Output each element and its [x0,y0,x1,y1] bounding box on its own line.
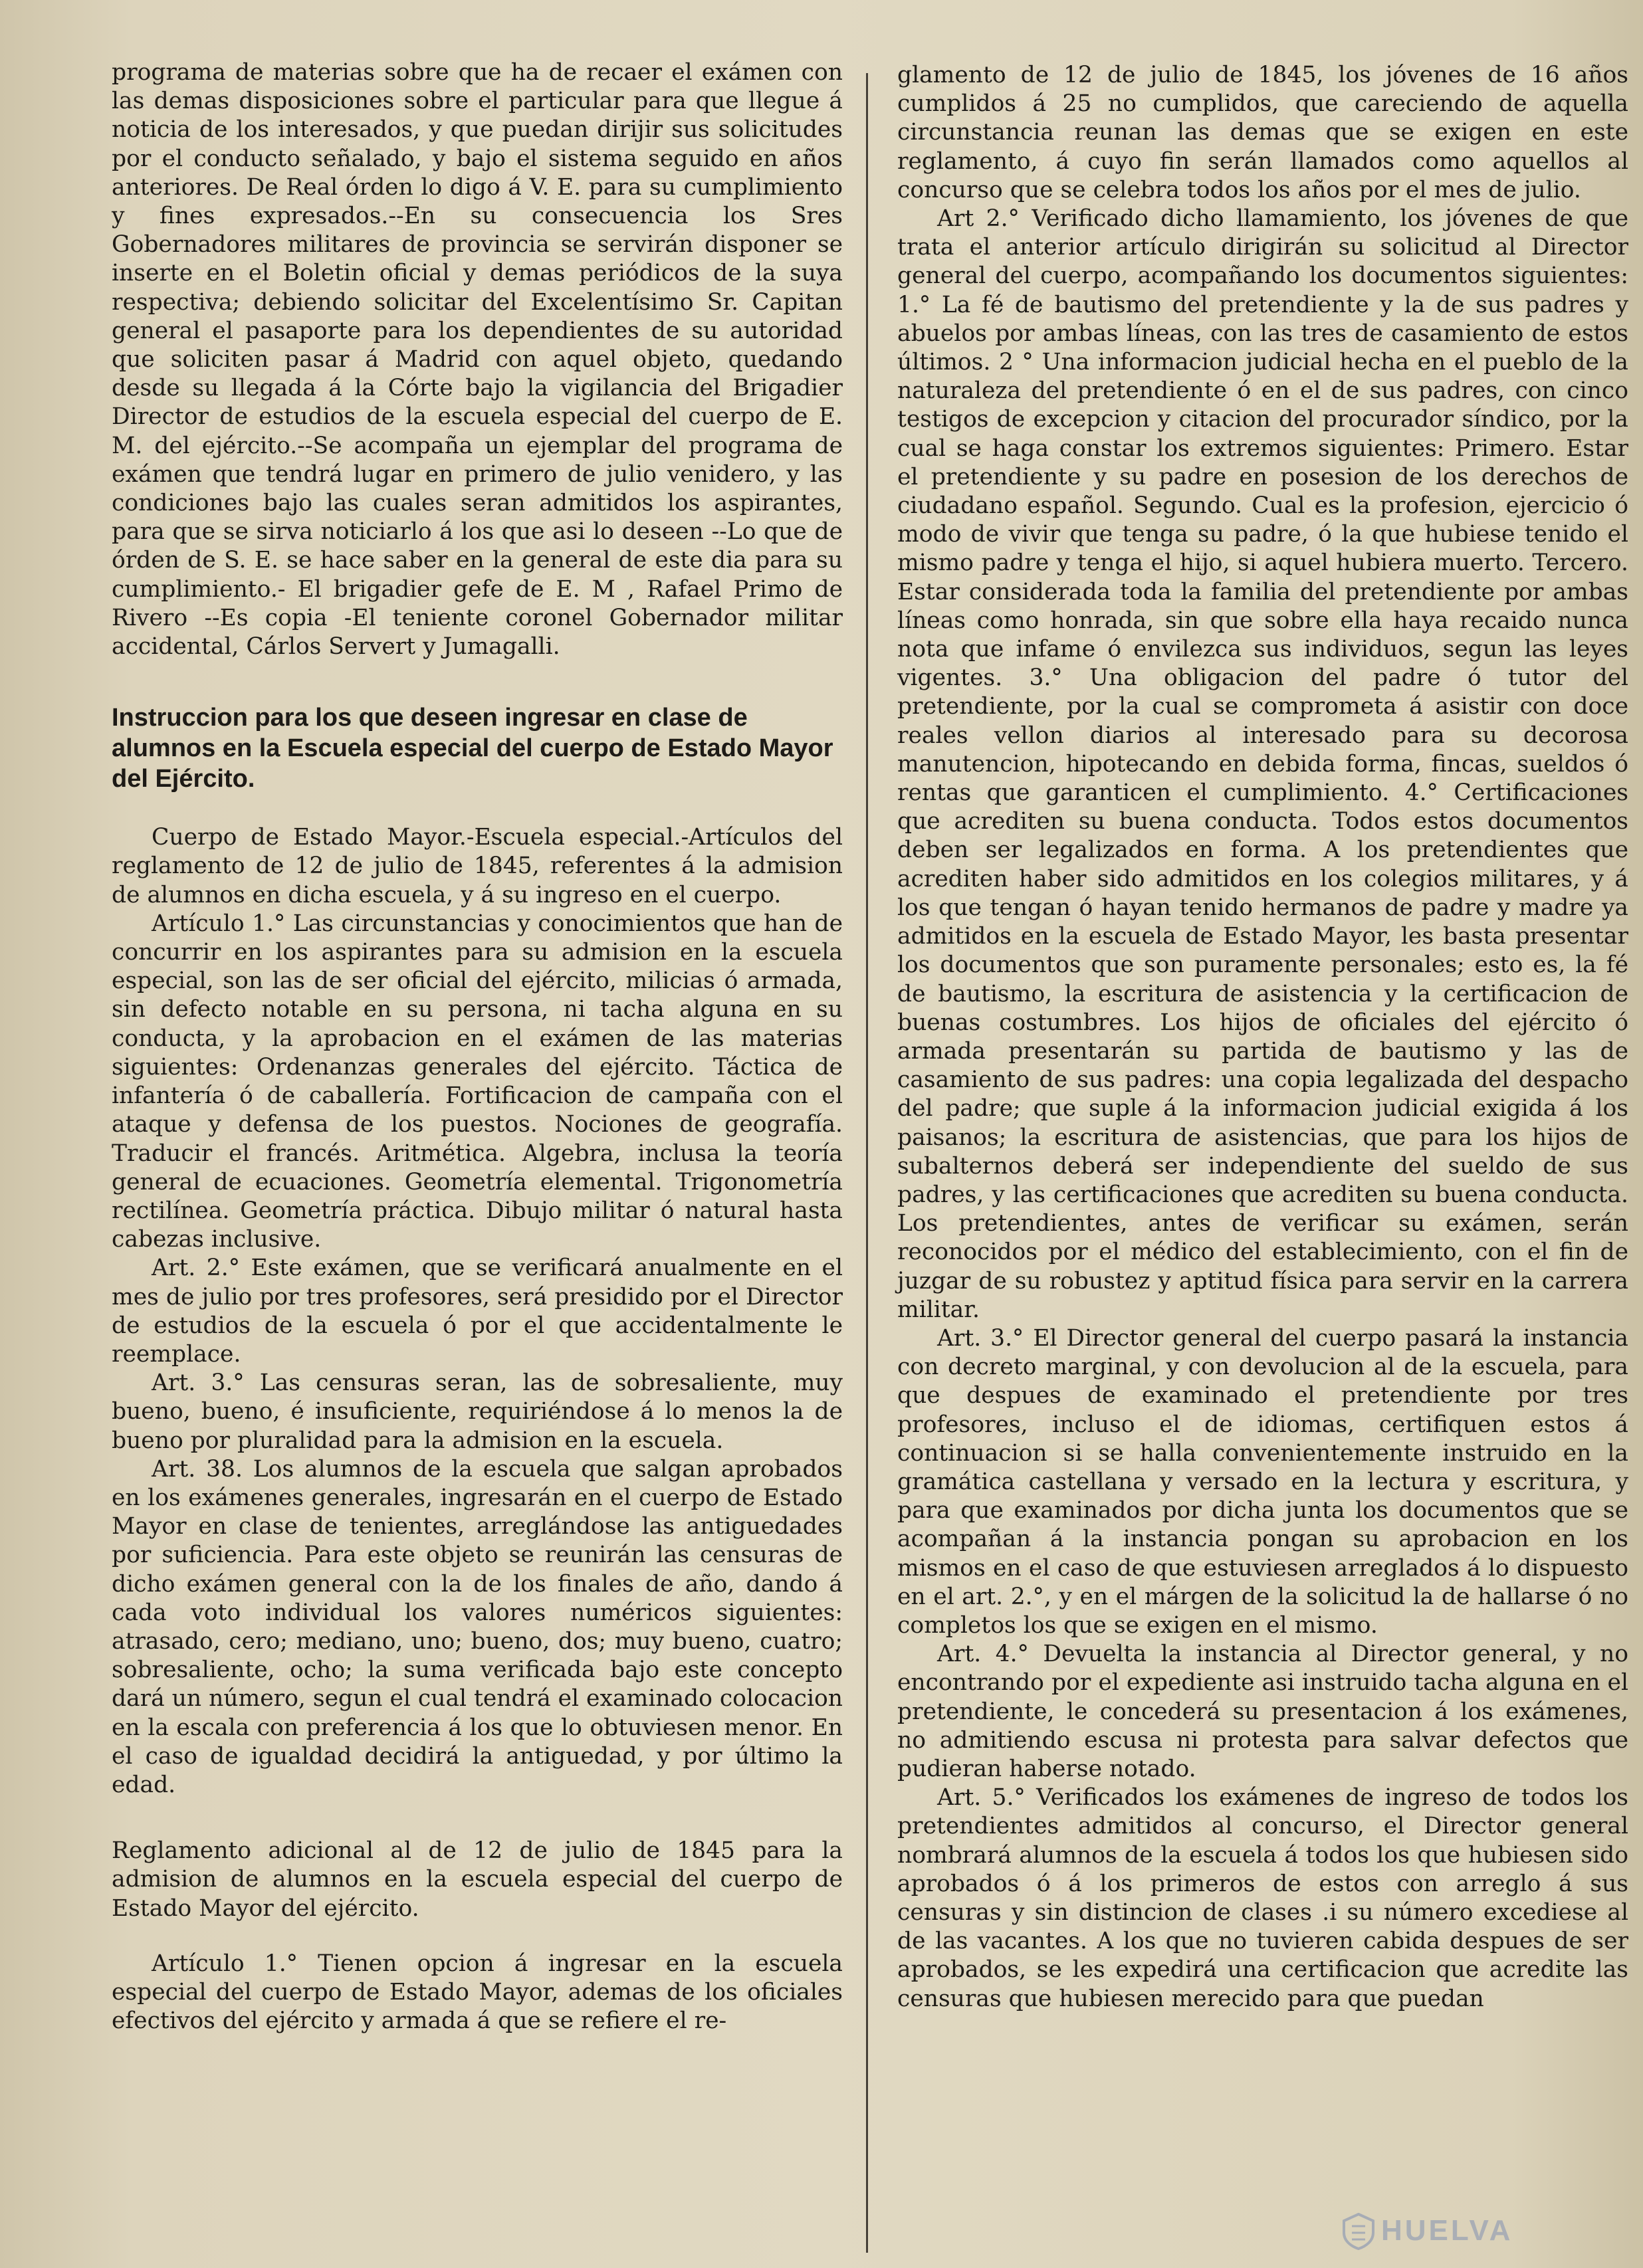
paragraph-art-2: Art. 2.° Este exámen, que se verificará anualmente en el mes de julio por tres profesores, será presidido por el Director de estudios de la escuela ó por el que accidentalmente le reemplace. [112,1255,843,1368]
paragraph-adicional-art-2: Art 2.° Verificado dicho llamamiento, los jóvenes de que trata el anterior artículo dirigirán su solicitud al Director general del cuerpo, acompañando los documentos siguientes: 1.° La fé de bautismo del pretendiente y la de sus padres y abuelos por ambas líneas, con las tres de casamiento de estos últimos. 2 ° Una informacion judicial hecha en el pueblo de la naturaleza del pretendiente ó en el de sus padres, con cinco testigos de excepcion y citacion del procurador síndico, por la cual se haga constar los extremos siguientes: Primero. Estar el pretendiente y su padre en posesion de los derechos de ciudadano español. Segundo. Cual es la profesion, ejercicio ó modo de vivir que tenga su padre, ó la que hubiese tenido el mismo padre y tenga el hijo, si aquel hubiera muerto. Tercero. Estar considerada toda la familia del pretendiente por ambas líneas como honrada, sin que sobre ella haya recaido nunca nota que infame ó envilezca sus individuos, segun las leyes vigentes. 3.° Una obligacion del padre ó tutor del pretendiente, por la cual se comprometa á asistir con doce reales vellon diarios al interesado para su decorosa manutencion, hipotecando en debida forma, fincas, sueldos ó rentas que garanticen el cumplimiento. 4.° Certificaciones que acrediten su buena conducta. Todos estos documentos deben ser legalizados en forma. A los pretendientes que acrediten haber sido admitidos en los colegios militares, y á los que tengan ó hayan tenido hermanos de padre y madre ya admitidos en la escuela de Estado Mayor, les basta presentar los documentos que son puramente personales; esto es, la fé de bautismo, la escritura de asistencia y la certificacion de buenas costumbres. Los hijos de oficiales del ejército ó armada presentarán su partida de bautismo y las de casamiento de sus padres: una copia legalizada del despacho del padre; que suple á la informacion judicial exigida á los paisanos; la escritura de asistencias, que para los hijos de subalternos deberá ser independiente del sueldo de sus padres, y las certificaciones que acrediten su buena conducta. Los pretendientes, antes de verificar su exámen, serán reconocidos por el médico del establecimiento, con el fin de juzgar de su robustez y aptitud física para servir en la carrera militar. [897,205,1628,1323]
intro-paragraph: programa de materias sobre que ha de recaer el exámen con las demas disposiciones sobre el particular para que llegue á noticia de los interesados, y que puedan dirijir sus solicitudes por el conducto señalado, y bajo el sistema seguido en años anteriores. De Real órden lo digo á V. E. para su cumplimiento y fines expresados.--En su consecuencia los Sres Gobernadores militares de provincia se servirán disponer se inserte en el Boletin oficial y demas periódicos de la suya respectiva; debiendo solicitar del Excelentísimo Sr. Capitan general el pasaporte para los dependientes de su autoridad que soliciten pasar á Madrid con aquel objeto, quedando desde su llegada á la Córte bajo la vigilancia del Brigadier Director de estudios de la escuela especial del cuerpo de E. M. del ejército.--Se acompaña un ejemplar del programa de exámen que tendrá lugar en primero de julio venidero, y las condiciones bajo las cuales seran admitidos los aspirantes, para que se sirva noticiarlo á los que asi lo deseen --Lo que de órden de S. E. se hace saber en la general de este dia para su cumplimiento.- El brigadier gefe de E. M , Rafael Primo de Rivero --Es copia -El teniente coronel Gobernador militar accidental, Cárlos Servert y Jumagalli. [112,59,843,661]
paragraph-continuation: glamento de 12 de julio de 1845, los jóvenes de 16 años cumplidos á 25 no cumplidos, que careciendo de aquella circunstancia reunan las demas que se exigen en este reglamento, á cuyo fin serán llamados como aquellos al concurso que se celebra todos los años por el mes de julio. [897,62,1628,203]
watermark-text: HUELVA [1381,2214,1513,2247]
paragraph-reglamento-intro: Cuerpo de Estado Mayor.-Escuela especial.-Artículos del reglamento de 12 de julio de 1845, referentes á la admision de alumnos en dicha escuela, y á su ingreso en el cuerpo. [112,824,843,908]
paragraph-art-3: Art. 3.° Las censuras seran, las de sobresaliente, muy bueno, bueno, é insuficiente, requiriéndose á lo menos la de bueno por pluralidad para la admision en la escuela. [112,1370,843,1454]
library-logo-icon [1341,2213,1376,2250]
reglamento-adicional-heading: Reglamento adicional al de 12 de julio de 1845 para la admision de alumnos en la escuela especial del cuerpo de Estado Mayor del ejército. [112,1837,843,1922]
paragraph-articulo-1: Artículo 1.° Las circunstancias y conocimientos que han de concurrir en los aspirantes para su admision en la escuela especial, son las de ser oficial del ejército, milicias ó armada, sin defecto notable en su persona, ni tacha alguna en su conducta, y la aprobacion en el exámen de las materias siguientes: Ordenanzas generales del ejército. Táctica de infantería ó de caballería. Fortificacion de campaña con el ataque y defensa de los puestos. Nociones de geografía. Traducir el francés. Aritmética. Algebra, inclusa la teoría general de ecuaciones. Geometría elemental. Trigonometría rectilínea. Geometría práctica. Dibujo militar ó natural hasta cabezas inclusive. [112,910,843,1253]
paragraph-adicional-art-3: Art. 3.° El Director general del cuerpo pasará la instancia con decreto marginal, y con devolucion al de la escuela, para que despues de examinado el pretendiente por tres profesores, incluso el de idiomas, certifiquen estos á continuacion si se halla convenientemente instruido en la gramática castellana y versado en la lectura y escritura, y para que examinados por dicha junta los documentos que se acompañan á la instancia pongan su aprobacion en los mismos en el caso de que estuviesen arreglados á lo dispuesto en el art. 2.°, y en el márgen de la solicitud la de hallarse ó no completos los que se exigen en el mismo. [897,1324,1628,1639]
paragraph-adicional-art-4: Art. 4.° Devuelta la instancia al Director general, y no encontrando por el expediente asi instruido tacha alguna en el pretendiente, le concederá su presentacion á los exámenes, no admitiendo escusa ni protesta para salvar defectos que pudieran haberse notado. [897,1641,1628,1782]
section-heading: Instruccion para los que deseen ingresar en clase de alumnos en la Escuela especial del cuerpo de Estado Mayor del Ejército. [112,704,833,793]
paragraph-adicional-articulo-1: Artículo 1.° Tienen opcion á ingresar en la escuela especial del cuerpo de Estado Mayor, ademas de los oficiales efectivos del ejército y armada á que se refiere el re- [112,1950,843,2035]
right-column [897,61,1628,2013]
column-divider [866,73,868,2253]
paragraph-adicional-art-5: Art. 5.° Verificados los exámenes de ingreso de todos los pretendientes admitidos al concurso, el Director general nombrará alumnos de la escuela á todos los que hubiesen sido aprobados ó á los primeros de estos con arreglo á sus censuras y sin distincion de clases .i su número excediese al de las vacantes. A los que no tuvieren cabida despues de ser aprobados, se les expedirá una certificacion que acredite las censuras que hubiesen merecido para que puedan [897,1784,1628,2012]
left-column [112,58,843,2035]
paragraph-art-38: Art. 38. Los alumnos de la escuela que salgan aprobados en los exámenes generales, ingresarán en el cuerpo de Estado Mayor en clase de tenientes, arreglándose las antiguedades por suficiencia. Para este objeto se reunirán las censuras de dicho exámen general con la de los finales de año, dando á cada voto individual los valores numéricos siguientes: atrasado, cero; mediano, uno; bueno, dos; muy bueno, cuatro; sobresaliente, ocho; la suma verificada bajo este concepto dará un número, segun el cual tendrá el examinado colocacion en la escala con preferencia á los que lo obtuviesen menor. En el caso de igualdad decidirá la antiguedad, y por último la edad. [112,1455,843,1798]
